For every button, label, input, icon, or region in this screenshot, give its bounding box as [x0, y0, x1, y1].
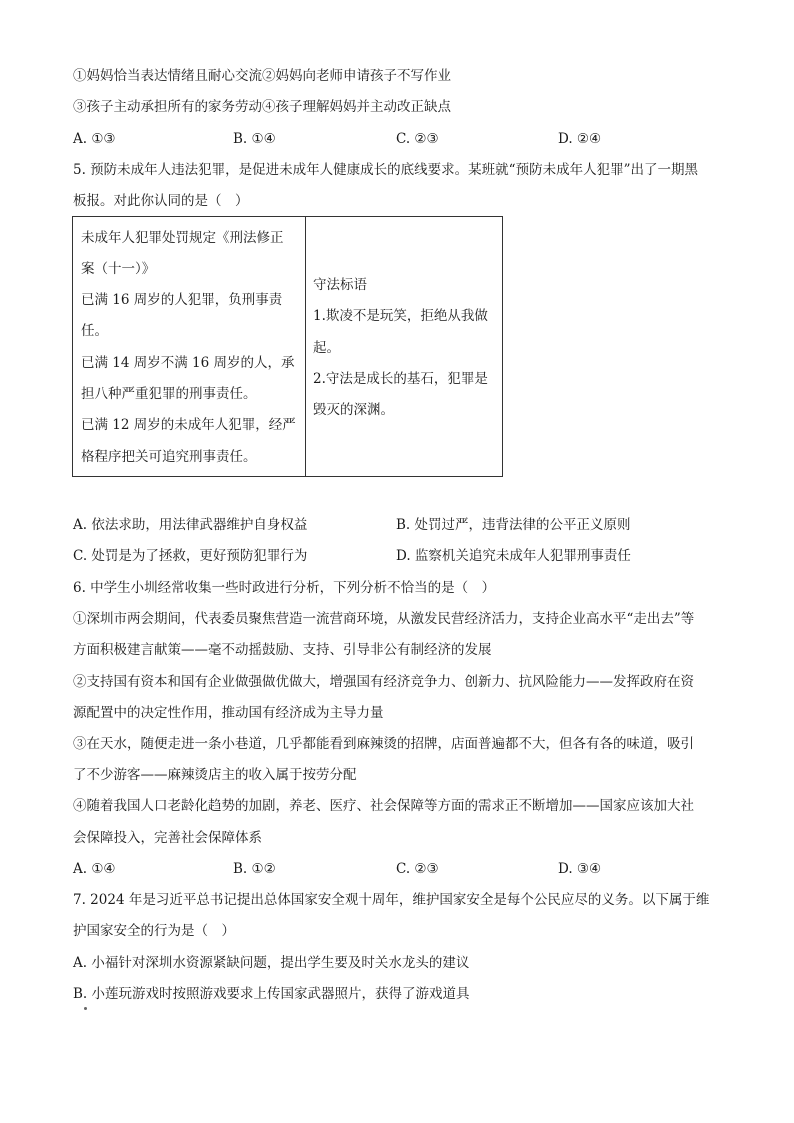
slogan-line: 1.欺凌不是玩笑，拒绝从我做	[313, 308, 488, 324]
q4-option-d: D. ②④	[558, 131, 602, 147]
q6-statement-2a: ②支持国有资本和国有企业做强做优做大，增强国有经济竞争力、创新力、抗风险能力——发挥政府在资	[73, 674, 694, 690]
law-line: 已满 12 周岁的未成年人犯罪，经严	[81, 417, 296, 433]
slogan-line: 毁灭的深渊。	[313, 402, 394, 418]
q5-option-c: C. 处罚是为了拯救，更好预防犯罪行为	[73, 548, 308, 564]
q7-stem-line-1: 7. 2024 年是习近平总书记提出总体国家安全观十周年，维护国家安全是每个公民应尽的义务。以下属于维	[73, 892, 710, 908]
q4-option-c: C. ②③	[396, 131, 439, 147]
q4-statement-1: ①妈妈恰当表达情绪且耐心交流②妈妈向老师申请孩子不写作业	[73, 68, 451, 84]
q6-statement-4b: 会保障投入，完善社会保障体系	[73, 830, 262, 846]
q7-option-b: B. 小莲玩游戏时按照游戏要求上传国家武器照片，获得了游戏道具	[73, 986, 470, 1002]
q6-statement-1a: ①深圳市两会期间，代表委员聚焦营造一流营商环境，从激发民营经济活力，支持企业高水平“走出去”等	[73, 611, 695, 627]
stray-mark	[84, 1007, 87, 1010]
q4-statement-2: ③孩子主动承担所有的家务劳动④孩子理解妈妈并主动改正缺点	[73, 99, 451, 115]
q5-stem-line-2: 板报。对此你认同的是（ ）	[73, 193, 249, 209]
law-line: 任。	[81, 323, 108, 339]
slogan-title: 守法标语	[313, 277, 367, 293]
q6-option-d: D. ③④	[558, 861, 602, 877]
q6-option-c: C. ②③	[396, 861, 439, 877]
q7-stem-line-2: 护国家安全的行为是（ ）	[73, 923, 235, 939]
slogan-line: 2.守法是成长的基石，犯罪是	[313, 371, 488, 387]
law-line: 已满 16 周岁的人犯罪，负刑事责	[81, 292, 283, 308]
q5-option-d: D. 监察机关追究未成年人犯罪刑事责任	[396, 548, 631, 564]
law-line: 案（十一）》	[81, 261, 156, 277]
law-line: 已满 14 周岁不满 16 周岁的人，承	[81, 355, 295, 371]
law-provisions-cell	[73, 217, 306, 477]
q6-stem: 6. 中学生小圳经常收集一些时政进行分析，下列分析不恰当的是（ ）	[73, 580, 496, 596]
q6-statement-2b: 源配置中的决定性作用，推动国有经济成为主导力量	[73, 705, 384, 721]
q6-option-a: A. ①④	[73, 861, 116, 877]
q7-option-a: A. 小福针对深圳水资源紧缺问题，提出学生要及时关水龙头的建议	[73, 955, 470, 971]
slogan-line: 起。	[313, 340, 340, 356]
blackboard-table	[72, 216, 503, 477]
q5-stem-line-1: 5. 预防未成年人违法犯罪，是促进未成年人健康成长的底线要求。某班就“预防未成年人犯罪”出了一期黑	[73, 162, 698, 178]
q6-statement-1b: 方面积极建言献策——毫不动摇鼓励、支持、引导非公有制经济的发展	[73, 642, 492, 658]
q4-option-a: A. ①③	[73, 131, 116, 147]
law-line: 格程序把关可追究刑事责任。	[81, 449, 257, 465]
q6-statement-3b: 了不少游客——麻辣烫店主的收入属于按劳分配	[73, 767, 357, 783]
law-line: 担八种严重犯罪的刑事责任。	[81, 386, 257, 402]
q5-option-a: A. 依法求助，用法律武器维护自身权益	[73, 517, 308, 533]
q6-option-b: B. ①②	[233, 861, 276, 877]
q6-statement-4a: ④随着我国人口老龄化趋势的加剧，养老、医疗、社会保障等方面的需求正不断增加——国家应该加大社	[73, 798, 694, 814]
q5-option-b: B. 处罚过严，违背法律的公平正义原则	[396, 517, 631, 533]
q4-option-b: B. ①④	[233, 131, 276, 147]
law-line: 未成年人犯罪处罚规定《刑法修正	[81, 230, 284, 246]
q6-statement-3a: ③在天水，随便走进一条小巷道，几乎都能看到麻辣烫的招牌，店面普遍都不大，但各有各的味道，吸引	[73, 736, 694, 752]
